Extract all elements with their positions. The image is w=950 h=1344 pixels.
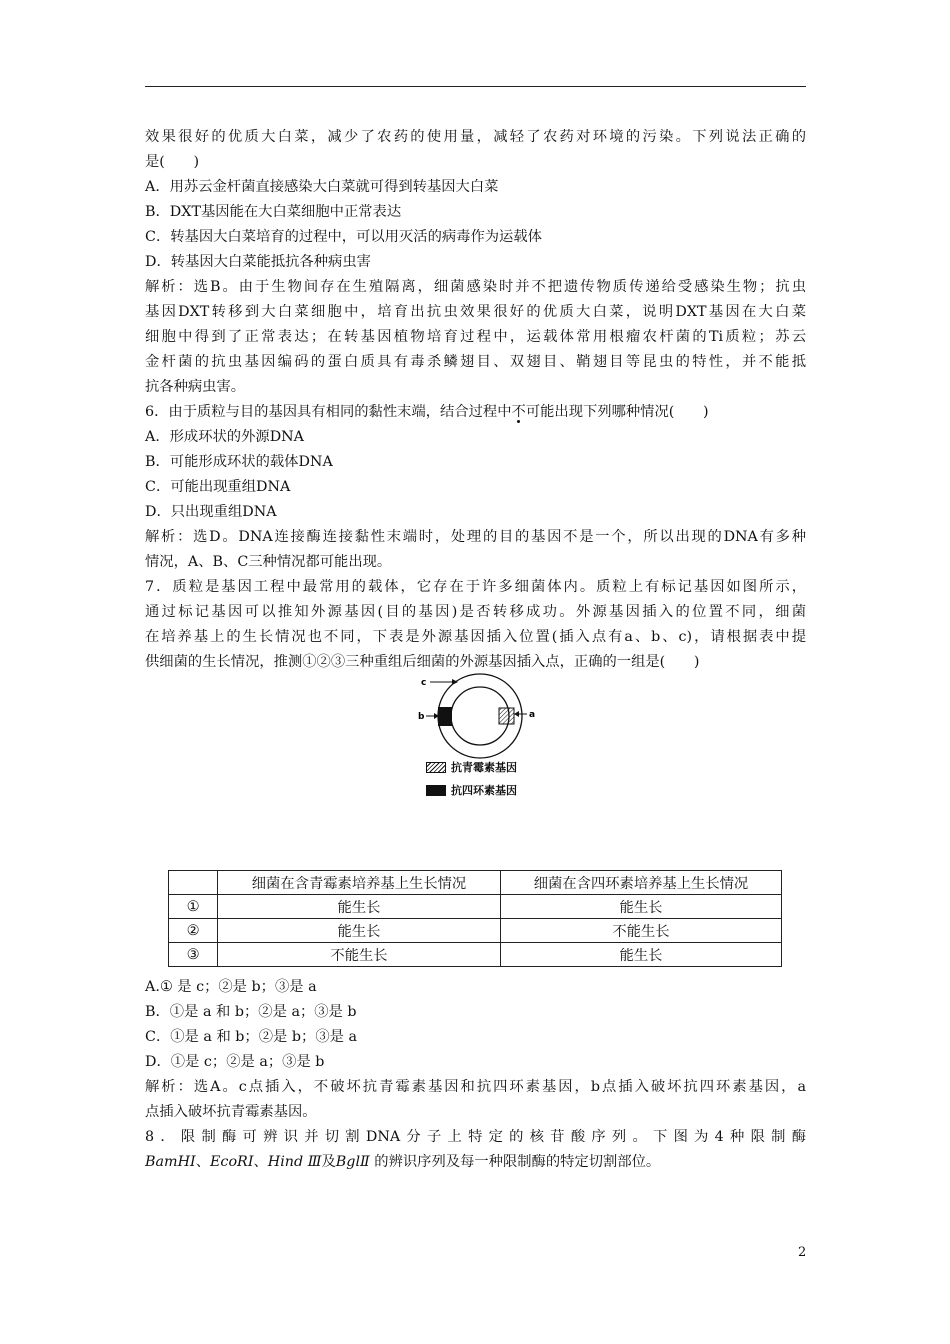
table-cell: 能生长 <box>218 919 501 943</box>
analysis-text: 情况，A、B、C三种情况都可能出现。 <box>145 554 392 570</box>
analysis-text: 解析：选B。由于生物间存在生殖隔离，细菌感染时并不把遗传物质传递给受感染生物；抗虫 <box>145 279 806 295</box>
stem-text: 6．由于质粒与目的基因具有相同的黏性末端，结合过程中 <box>145 404 512 420</box>
analysis-text: 细胞中得到了正常表达；在转基因植物培育过程中，运载体常用根瘤农杆菌的Ti质粒；苏云 <box>145 329 806 345</box>
penicillin-resistance-gene <box>499 708 514 724</box>
option-b: B．DXT基因能在大白菜细胞中正常表达 <box>145 204 402 220</box>
question-7-stem: 通过标记基因可以推知外源基因(目的基因)是否转移成功。外源基因插入的位置不同，细菌 <box>145 604 806 620</box>
question-7-stem: 供细菌的生长情况，推测①②③三种重组后细菌的外源基因插入点，正确的一组是( ) <box>145 654 700 670</box>
table-row <box>169 919 782 943</box>
option-d: D．转基因大白菜能抵抗各种病虫害 <box>145 254 371 270</box>
enzyme-name: BglⅡ <box>335 1154 370 1170</box>
table-cell: 能生长 <box>501 895 782 919</box>
analysis-text: 金杆菌的抗虫基因编码的蛋白质具有毒杀鳞翅目、双翅目、鞘翅目等昆虫的特性，并不能抵 <box>145 354 806 370</box>
separator: 、 <box>253 1154 268 1170</box>
arrow-c-head <box>452 679 458 685</box>
stem-text: 可能出现下列哪种情况( ) <box>525 404 709 420</box>
page-number: 2 <box>798 1245 807 1260</box>
table-cell: ① <box>169 895 218 919</box>
question-8-stem <box>145 1152 660 1172</box>
analysis-text: 解析：选D。DNA连接酶连接黏性末端时，处理的目的基因不是一个，所以出现的DNA有多种 <box>145 529 806 545</box>
table-cell: 能生长 <box>501 943 782 967</box>
table-cell: 能生长 <box>218 895 501 919</box>
table-header: 细菌在含青霉素培养基上生长情况 <box>218 871 501 895</box>
solid-swatch-icon <box>426 785 446 796</box>
growth-table <box>168 870 782 967</box>
table-cell: 不能生长 <box>218 943 501 967</box>
question-7-stem: 7．质粒是基因工程中最常用的载体，它存在于许多细菌体内。质粒上有标记基因如图所示， <box>145 579 806 595</box>
legend-label: 抗青霉素基因 <box>451 761 517 774</box>
header-rule <box>145 86 806 87</box>
option-d: D．只出现重组DNA <box>145 504 277 520</box>
arrow-a-head <box>514 711 519 717</box>
analysis-text: 解析：选A。c点插入，不破坏抗青霉素基因和抗四环素基因，b点插入破坏抗四环素基因，a <box>145 1079 806 1095</box>
question-6-stem <box>145 402 709 422</box>
option-b: B．①是 a 和 b；②是 a；③是 b <box>145 1004 357 1020</box>
legend-tetracycline <box>426 782 517 798</box>
option-a: A．用苏云金杆菌直接感染大白菜就可得到转基因大白菜 <box>145 179 499 195</box>
option-c: C．转基因大白菜培育的过程中，可以用灭活的病毒作为运载体 <box>145 229 542 245</box>
question-8-stem: 8．限制酶可辨识并切割DNA分子上特定的核苷酸序列。下图为4种限制酶 <box>145 1129 806 1145</box>
legend-penicillin <box>426 759 517 775</box>
enzyme-name: EcoRⅠ <box>210 1154 254 1170</box>
option-d: D．①是 c；②是 a；③是 b <box>145 1054 325 1070</box>
table-cell: 不能生长 <box>501 919 782 943</box>
label-a: a <box>529 710 536 720</box>
label-c: c <box>421 678 427 688</box>
question-7-stem: 在培养基上的生长情况也不同，下表是外源基因插入位置(插入点有a、b、c)，请根据表中提 <box>145 629 806 645</box>
option-a: A.① 是 c；②是 b；③是 a <box>145 979 317 995</box>
question-text: 是( ) <box>145 154 200 170</box>
analysis-text: 点插入破坏抗青霉素基因。 <box>145 1104 317 1120</box>
separator: 、 <box>195 1154 210 1170</box>
table-header <box>169 871 218 895</box>
option-c: C．可能出现重组DNA <box>145 479 291 495</box>
emphasis-char: 不 <box>511 404 526 420</box>
enzyme-name: BamHⅠ <box>145 1154 196 1170</box>
table-row <box>169 943 782 967</box>
analysis-text: 基因DXT转移到大白菜细胞中，培育出抗虫效果很好的优质大白菜，说明DXT基因在大白菜 <box>145 304 806 320</box>
legend-label: 抗四环素基因 <box>451 784 517 797</box>
table-cell: ③ <box>169 943 218 967</box>
table-header: 细菌在含四环素培养基上生长情况 <box>501 871 782 895</box>
stem-text: 的辨识序列及每一种限制酶的特定切割部位。 <box>369 1154 661 1170</box>
option-b: B．可能形成环状的载体DNA <box>145 454 333 470</box>
table-cell: ② <box>169 919 218 943</box>
hatched-swatch-icon <box>426 762 446 773</box>
question-text: 效果很好的优质大白菜，减少了农药的使用量，减轻了农药对环境的污染。下列说法正确的 <box>145 129 806 145</box>
option-c: C．①是 a 和 b；②是 b；③是 a <box>145 1029 357 1045</box>
tetracycline-resistance-gene <box>438 707 452 726</box>
table-row <box>169 895 782 919</box>
separator: 及 <box>321 1154 336 1170</box>
label-b: b <box>418 712 425 722</box>
table-header-row <box>169 871 782 895</box>
option-a: A．形成环状的外源DNA <box>145 429 304 445</box>
analysis-text: 抗各种病虫害。 <box>145 379 246 395</box>
enzyme-name: Hind Ⅲ <box>267 1154 322 1170</box>
